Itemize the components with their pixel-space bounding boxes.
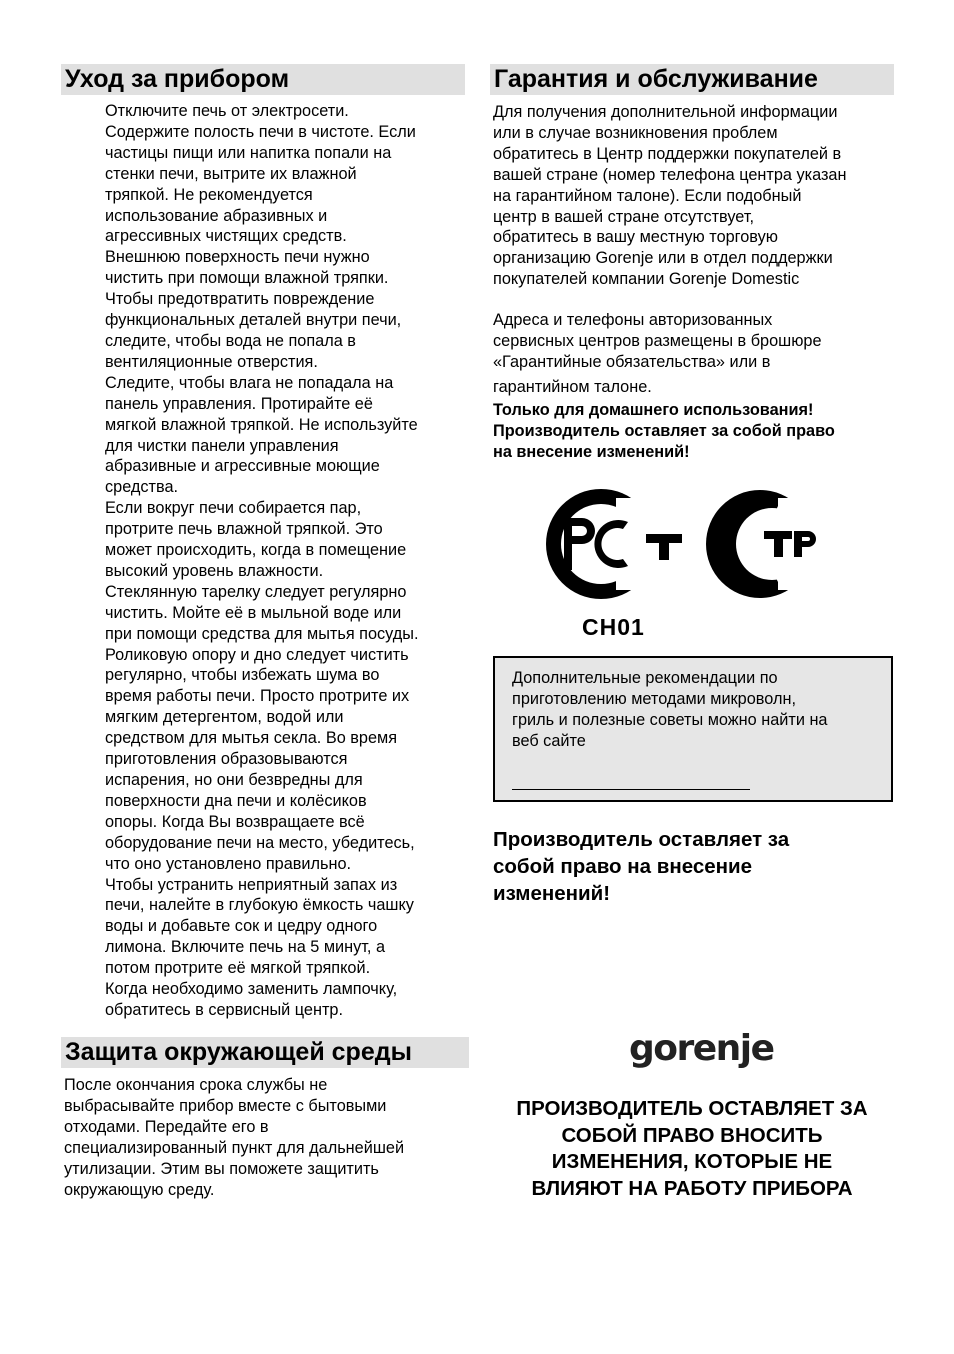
recommendation-line: веб сайте <box>512 731 586 750</box>
warranty-line: центр в вашей стране отсутствует, <box>493 207 754 226</box>
care-line: Содержите полость печи в чистоте. Если <box>105 122 416 141</box>
care-line: чистить при помощи влажной тряпки. <box>105 269 389 288</box>
warranty-line: вашей стране (номер телефона центра указан <box>493 165 847 184</box>
warranty-text <box>490 102 894 290</box>
reserve-rights-note <box>493 826 853 907</box>
care-line: испарения, но они безвредны для <box>105 771 363 789</box>
care-line: средства. <box>105 478 179 497</box>
final-line: СОБОЙ ПРАВО ВНОСИТЬ <box>561 1123 823 1147</box>
home-use-line: на внесение изменений! <box>493 442 690 461</box>
care-line: функциональных деталей внутри печи, <box>105 311 402 330</box>
care-line: потом протрите её мягкой тряпкой. <box>105 959 371 978</box>
home-use-line: Производитель оставляет за собой право <box>493 421 835 440</box>
environment-line: выбрасывайте прибор вместе с бытовыми <box>64 1096 387 1115</box>
care-line: высокий уровень влажности. <box>105 561 324 580</box>
care-line: вентиляционные отверстия. <box>105 352 318 371</box>
care-line: Если вокруг печи собирается пар, <box>105 499 362 518</box>
care-line: Чтобы устранить неприятный запах из <box>105 875 398 894</box>
warranty-line: Для получения дополнительной информации <box>493 103 838 121</box>
recommendation-line: гриль и полезные советы можно найти на <box>512 710 828 729</box>
certification-logos <box>546 488 826 600</box>
care-line: частицы пищи или напитка попали на <box>105 143 392 162</box>
care-line: абразивные и агрессивные моющие <box>105 457 380 476</box>
environment-line: утилизации. Этим вы поможете защитить <box>64 1159 379 1178</box>
care-line: Когда необходимо заменить лампочку, <box>105 980 398 999</box>
environment-line: окружающую среду. <box>64 1180 215 1199</box>
warranty-line: организацию Gorenje или в отдел поддержки <box>493 249 833 268</box>
final-notice <box>490 1096 894 1202</box>
care-line: чистить. Мойте её в мыльной воде или <box>105 603 402 622</box>
care-line: что оно установлено правильно. <box>105 854 352 873</box>
environment-heading: Защита окружающей среды <box>61 1037 469 1068</box>
care-line: мягким детергентом, водой или <box>105 708 344 727</box>
reserve-line: собой право на внесение <box>493 855 753 878</box>
address-line: Адреса и телефоны авторизованных <box>493 311 773 330</box>
care-line: Роликовую опору и дно следует чистить <box>105 645 409 664</box>
address-line: «Гарантийные обязательства» или в <box>493 352 771 371</box>
final-line: ПРОИЗВОДИТЕЛЬ ОСТАВЛЯЕТ ЗА <box>516 1097 868 1120</box>
address-line: сервисных центров размещены в брошюре <box>493 332 822 351</box>
care-line: Следите, чтобы влага не попадала на <box>105 373 394 392</box>
pct-mark-icon <box>546 489 686 599</box>
care-line: лимона. Включите печь на 5 минут, а <box>105 938 386 957</box>
care-line: воды и добавьте сок и цедру одного <box>105 917 378 936</box>
final-line: ВЛИЯЮТ НА РАБОТУ ПРИБОРА <box>531 1176 853 1200</box>
care-line: регулярно, чтобы избежать шума во <box>105 666 380 685</box>
warranty-line: покупателей компании Gorenje Domestic <box>493 270 800 289</box>
care-line: печи, налейте в глубокую ёмкость чашку <box>105 896 414 915</box>
care-line: панель управления. Протирайте её <box>105 394 373 413</box>
reserve-line: изменений! <box>493 882 611 905</box>
recommendation-box <box>493 656 893 802</box>
care-line: оборудование печи на место, убедитесь, <box>105 833 415 852</box>
care-line: может происходить, когда в помещение <box>105 541 407 560</box>
environment-line: специализированный пункт для дальнейшей <box>64 1138 405 1157</box>
gorenje-logo: gorenje <box>629 1028 774 1069</box>
care-line: следите, чтобы вода не попала в <box>105 331 356 350</box>
reserve-line: Производитель оставляет за <box>493 828 790 851</box>
warranty-line: обратитесь в Центр поддержки покупателей в <box>493 144 842 163</box>
environment-line: После окончания срока службы не <box>64 1076 328 1094</box>
environment-text <box>64 1075 464 1200</box>
recommendation-line: приготовлению методами микроволн, <box>512 689 796 708</box>
warranty-section <box>490 64 894 463</box>
care-line: Стеклянную тарелку следует регулярно <box>105 582 407 601</box>
environment-line: отходами. Передайте его в <box>64 1117 269 1136</box>
recommendation-text <box>512 668 882 752</box>
care-line: приготовления образовываются <box>105 750 348 769</box>
care-line: при помощи средства для мытья посуды. <box>105 624 419 643</box>
care-line: Внешнюю поверхность печи нужно <box>105 248 370 267</box>
certification-code: СН01 <box>582 614 645 640</box>
home-use-line: Только для домашнего использования! <box>493 400 814 419</box>
address-line: гарантийном талоне. <box>493 377 652 396</box>
warranty-line: обратитесь в вашу местную торговую <box>493 228 778 247</box>
care-line: обратитесь в сервисный центр. <box>105 1000 344 1019</box>
care-line: поверхности дна печи и колёсиков <box>105 791 367 810</box>
care-line: стенки печи, вытрите их влажной <box>105 164 357 183</box>
care-line: Чтобы предотвратить повреждение <box>105 290 375 309</box>
care-line: мягкой влажной тряпкой. Не используйте <box>105 415 418 434</box>
service-address-text <box>490 310 894 398</box>
warranty-line: на гарантийном талоне). Если подобный <box>493 186 802 205</box>
tr-mark-icon <box>706 490 826 598</box>
care-heading: Уход за прибором <box>61 64 465 95</box>
website-underline <box>512 789 750 790</box>
care-line: опоры. Когда Вы возвращаете всё <box>105 812 365 831</box>
final-line: ИЗМЕНЕНИЯ, КОТОРЫЕ НЕ <box>551 1150 833 1173</box>
care-line: для чистки панели управления <box>105 436 339 455</box>
care-line: Отключите печь от электросети. <box>105 102 349 120</box>
care-line: средством для мытья секла. Во время <box>105 729 398 748</box>
care-section <box>61 64 465 1021</box>
care-line: использование абразивных и <box>105 206 328 225</box>
home-use-note <box>490 400 894 463</box>
care-line: время работы печи. Просто протрите их <box>105 687 410 706</box>
recommendation-line: Дополнительные рекомендации по <box>512 669 778 687</box>
care-line: протрите печь влажной тряпкой. Это <box>105 520 383 539</box>
warranty-line: или в случае возникновения проблем <box>493 123 778 142</box>
certification-marks <box>546 488 826 605</box>
warranty-heading: Гарантия и обслуживание <box>490 64 894 95</box>
care-line: агрессивных чистящих средств. <box>105 227 347 246</box>
care-text <box>105 101 465 1021</box>
care-line: тряпкой. Не рекомендуется <box>105 185 313 204</box>
